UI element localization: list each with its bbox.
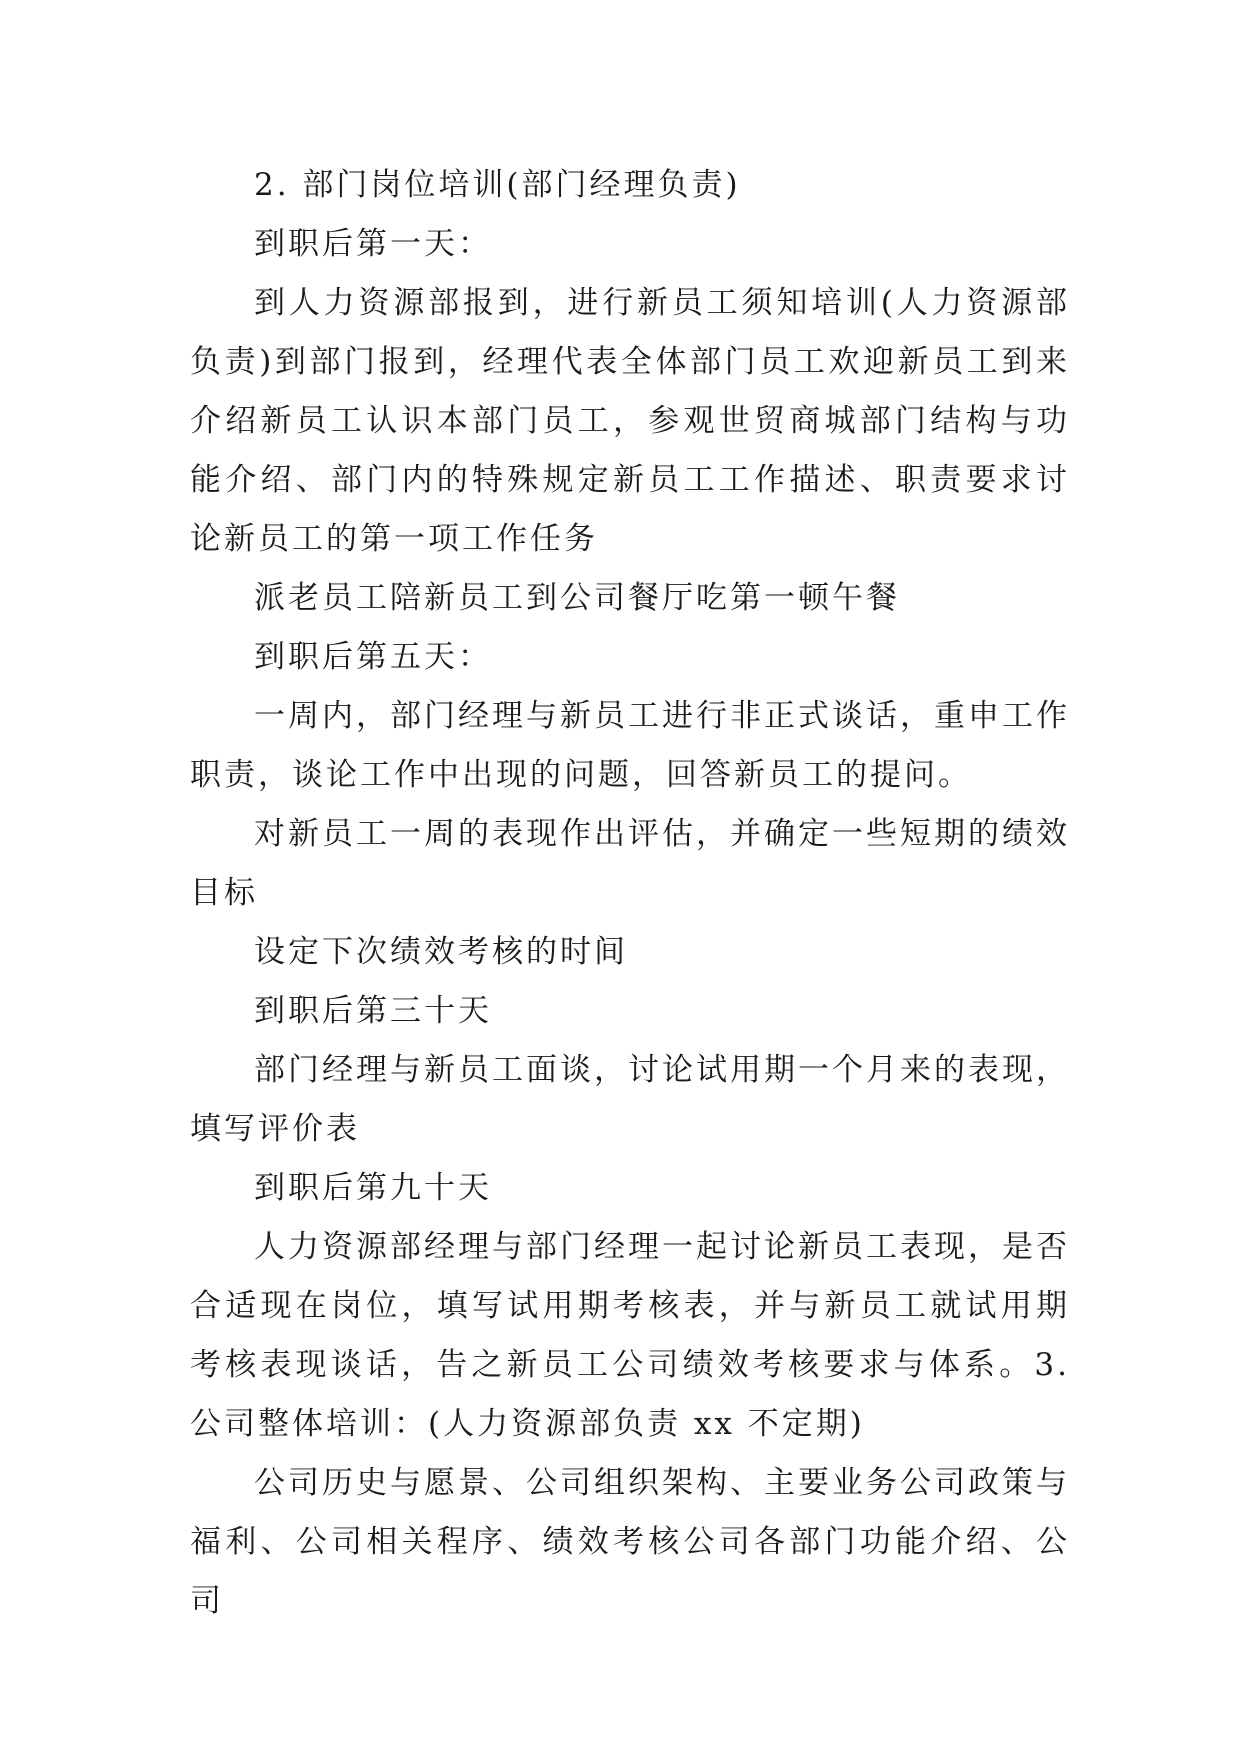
paragraph-lunch: 派老员工陪新员工到公司餐厅吃第一顿午餐 [254,580,900,616]
paragraph-section-heading: 2. 部门岗位培训(部门经理负责) [254,167,741,203]
document-body [190,156,1070,1631]
paragraph-day-five-heading: 到职后第五天： [254,639,492,675]
paragraph-informal-talk: 一周内，部门经理与新员工进行非正式谈话，重申工作职责，谈论工作中出现的问题，回答新员工的提问。 [190,698,1070,793]
paragraph-day-one-tasks: 到人力资源部报到，进行新员工须知培训(人力资源部负责)到部门报到，经理代表全体部门员工欢迎新员工到来介绍新员工认识本部门员工，参观世贸商城部门结构与功能介绍、部门内的特殊规定新员工工作描述、职责要求讨论新员工的第一项工作任务 [190,285,1070,557]
paragraph-company-training: 公司历史与愿景、公司组织架构、主要业务公司政策与福利、公司相关程序、绩效考核公司各部门功能介绍、公司 [190,1465,1070,1619]
paragraph-evaluation: 对新员工一周的表现作出评估，并确定一些短期的绩效目标 [190,816,1070,911]
paragraph-day-thirty-heading: 到职后第三十天 [254,993,492,1029]
paragraph-monthly-review: 部门经理与新员工面谈，讨论试用期一个月来的表现，填写评价表 [190,1052,1070,1147]
paragraph-day-ninety-heading: 到职后第九十天 [254,1170,492,1206]
paragraph-day-one-heading: 到职后第一天： [254,226,492,262]
paragraph-next-review: 设定下次绩效考核的时间 [254,934,628,970]
paragraph-probation-review: 人力资源部经理与部门经理一起讨论新员工表现，是否合适现在岗位，填写试用期考核表，并与新员工就试用期考核表现谈话，告之新员工公司绩效考核要求与体系。3. 公司整体培训：(人力资源部负责 xx 不定期) [190,1229,1070,1442]
